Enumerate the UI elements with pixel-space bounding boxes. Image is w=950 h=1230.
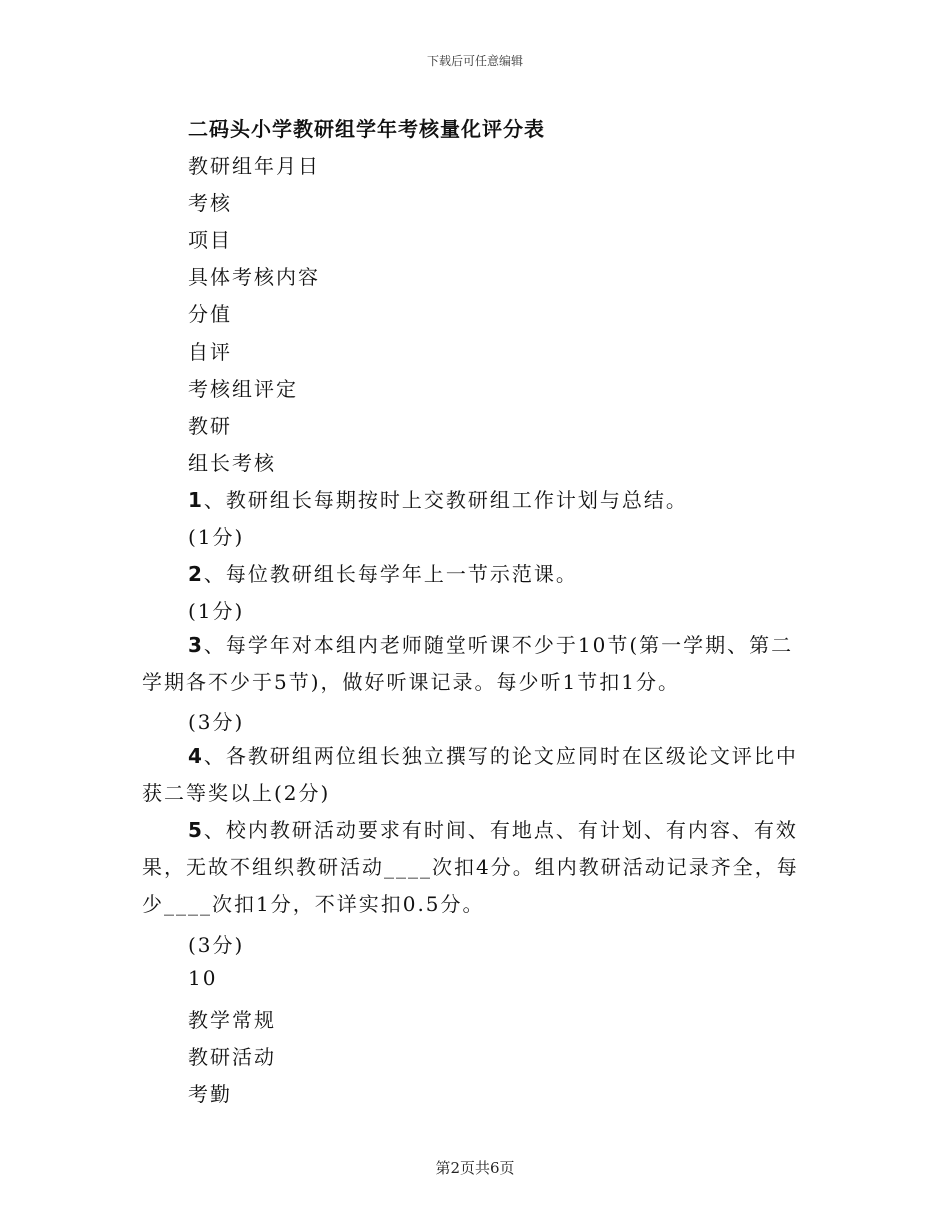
text-line: 教研 xyxy=(188,414,232,438)
item-2: 2、每位教研组长每学年上一节示范课。 xyxy=(188,562,578,586)
item-4: 4、各教研组两位组长独立撰写的论文应同时在区级论文评比中获二等奖以上(2分) xyxy=(142,744,798,805)
text-line: 教研活动 xyxy=(188,1045,276,1069)
text-line: 具体考核内容 xyxy=(188,265,320,289)
text-line: 考核组评定 xyxy=(188,377,298,401)
text-line: 教学常规 xyxy=(188,1008,276,1032)
text-line: 项目 xyxy=(188,228,232,252)
item-2-score: (1分) xyxy=(188,599,245,623)
item-1-score: (1分) xyxy=(188,525,245,549)
text-line: 10 xyxy=(188,966,218,990)
document-title: 二码头小学教研组学年考核量化评分表 xyxy=(188,117,545,141)
page-footer: 第2页共6页 xyxy=(435,1159,515,1177)
item-3-score: (3分) xyxy=(188,710,245,734)
item-5-score: (3分) xyxy=(188,933,245,957)
text-line: 教研组年月日 xyxy=(188,154,320,178)
page-header: 下载后可任意编辑 xyxy=(426,54,523,68)
text-line: 分值 xyxy=(188,302,232,326)
text-line: 考勤 xyxy=(188,1082,232,1106)
item-3: 3、每学年对本组内老师随堂听课不少于10节(第一学期、第二学期各不少于5节)，做好听课记录。每少听1节扣1分。 xyxy=(142,633,794,694)
item-5: 5、校内教研活动要求有时间、有地点、有计划、有内容、有效果，无故不组织教研活动____次扣4分。组内教研活动记录齐全，每少____次扣1分，不详实扣0.5分。 xyxy=(142,818,799,916)
text-line: 组长考核 xyxy=(188,451,276,475)
text-line: 考核 xyxy=(188,191,232,215)
item-1: 1、教研组长每期按时上交教研组工作计划与总结。 xyxy=(188,488,688,512)
text-line: 自评 xyxy=(188,340,232,364)
